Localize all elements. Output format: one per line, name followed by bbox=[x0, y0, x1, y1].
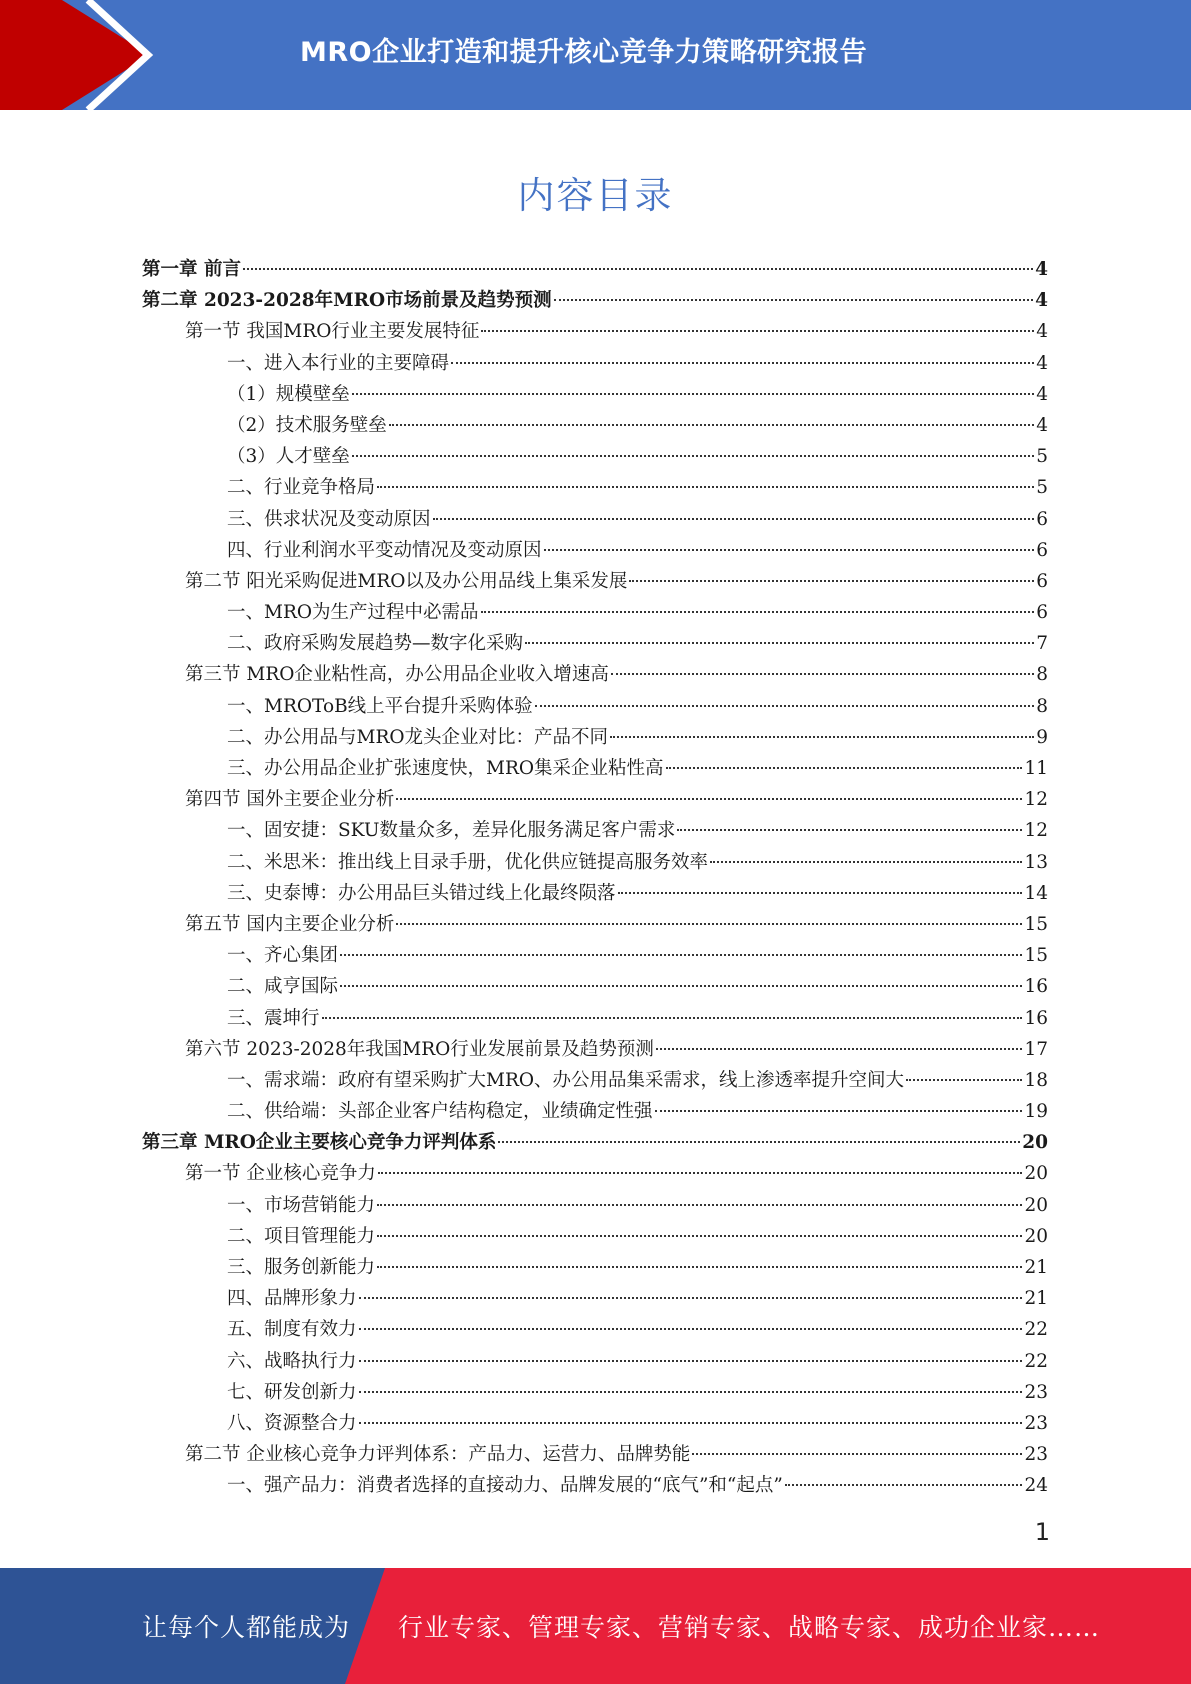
toc-dot-leader bbox=[554, 298, 1034, 301]
toc-entry[interactable] bbox=[142, 597, 1048, 628]
toc-entry-title: 二、咸亨国际 bbox=[227, 976, 339, 998]
toc-dot-leader bbox=[359, 1359, 1023, 1362]
toc-dot-leader bbox=[396, 797, 1022, 800]
toc-dot-leader bbox=[710, 860, 1022, 863]
toc-entry[interactable] bbox=[142, 1190, 1048, 1221]
toc-entry-page-number: 18 bbox=[1024, 1069, 1048, 1091]
toc-dot-leader bbox=[377, 1265, 1022, 1268]
toc-entry-page-number: 16 bbox=[1024, 1007, 1048, 1029]
toc-entry[interactable] bbox=[142, 971, 1048, 1002]
toc-entry-title: 三、办公用品企业扩张速度快，MRO集采企业粘性高 bbox=[227, 758, 664, 779]
toc-entry-title: 三、服务创新能力 bbox=[227, 1257, 376, 1278]
toc-entry-page-number: 15 bbox=[1024, 945, 1048, 967]
header-red-chevron bbox=[0, 0, 150, 110]
toc-entry-title: 三、震坤行 bbox=[227, 1007, 320, 1029]
toc-entry-page-number: 22 bbox=[1024, 1350, 1048, 1372]
toc-dot-leader bbox=[785, 1483, 1023, 1486]
toc-entry-page-number: 20 bbox=[1022, 1132, 1048, 1154]
toc-dot-leader bbox=[677, 828, 1022, 831]
report-title: MRO企业打造和提升核心竞争力策略研究报告 bbox=[300, 37, 868, 68]
toc-entry[interactable] bbox=[142, 410, 1048, 441]
toc-entry[interactable] bbox=[142, 691, 1048, 722]
toc-entry-title: 二、行业竞争格局 bbox=[227, 477, 376, 499]
toc-entry-page-number: 21 bbox=[1024, 1288, 1048, 1310]
toc-dot-leader bbox=[629, 579, 1034, 582]
toc-dot-leader bbox=[377, 485, 1034, 488]
toc-entry-title: 二、项目管理能力 bbox=[227, 1225, 376, 1247]
toc-entry-page-number: 6 bbox=[1036, 602, 1048, 624]
toc-heading: 内容目录 bbox=[517, 174, 674, 217]
toc-entry-title: 二、米思米：推出线上目录手册，优化供应链提高服务效率 bbox=[227, 851, 709, 873]
table-of-contents bbox=[142, 254, 1048, 1502]
toc-dot-leader bbox=[525, 641, 1034, 644]
toc-entry-page-number: 16 bbox=[1024, 976, 1048, 998]
toc-entry[interactable] bbox=[142, 753, 1048, 784]
toc-entry[interactable] bbox=[142, 1470, 1048, 1501]
toc-entry-title: 第三章 MRO企业主要核心竞争力评判体系 bbox=[142, 1132, 497, 1154]
toc-entry-page-number: 7 bbox=[1036, 633, 1048, 655]
toc-entry-page-number: 11 bbox=[1024, 758, 1048, 779]
toc-entry[interactable] bbox=[142, 504, 1048, 535]
toc-entry[interactable] bbox=[142, 1158, 1048, 1189]
footer-slogan-left: 让每个人都能成为 bbox=[142, 1613, 351, 1642]
toc-dot-leader bbox=[451, 361, 1034, 364]
toc-entry-title: 三、史泰博：办公用品巨头错过线上化最终陨落 bbox=[227, 882, 616, 904]
toc-dot-leader bbox=[352, 392, 1034, 395]
toc-entry-page-number: 13 bbox=[1024, 851, 1048, 873]
toc-entry-title: 一、固安捷：SKU数量众多，差异化服务满足客户需求 bbox=[227, 820, 676, 842]
toc-entry-page-number: 20 bbox=[1024, 1163, 1048, 1185]
toc-entry-title: 一、需求端：政府有望采购扩大MRO、办公用品集采需求，线上渗透率提升空间大 bbox=[227, 1069, 905, 1091]
toc-dot-leader bbox=[692, 1452, 1022, 1455]
toc-dot-leader bbox=[377, 1203, 1022, 1206]
toc-dot-leader bbox=[433, 517, 1035, 520]
toc-dot-leader bbox=[906, 1078, 1022, 1081]
toc-entry-page-number: 5 bbox=[1036, 477, 1048, 499]
toc-entry-page-number: 22 bbox=[1024, 1319, 1048, 1341]
toc-entry-page-number: 14 bbox=[1024, 882, 1048, 904]
toc-entry-page-number: 24 bbox=[1024, 1475, 1048, 1497]
toc-entry[interactable] bbox=[142, 1221, 1048, 1252]
toc-entry-title: 第六节 2023-2028年我国MRO行业发展前景及趋势预测 bbox=[185, 1038, 654, 1060]
page-number: 1 bbox=[1034, 1518, 1050, 1546]
toc-entry-page-number: 5 bbox=[1036, 446, 1048, 468]
toc-entry-title: （1）规模壁垒 bbox=[227, 383, 350, 405]
toc-entry-title: 第一节 企业核心竞争力 bbox=[185, 1163, 376, 1185]
toc-entry-title: 第五节 国内主要企业分析 bbox=[185, 913, 395, 935]
toc-entry[interactable] bbox=[142, 1377, 1048, 1408]
toc-dot-leader bbox=[655, 1109, 1023, 1112]
toc-entry[interactable] bbox=[142, 566, 1048, 597]
toc-entry-title: 第二章 2023-2028年MRO市场前景及趋势预测 bbox=[142, 290, 552, 312]
toc-dot-leader bbox=[359, 1296, 1023, 1299]
toc-entry-page-number: 12 bbox=[1024, 820, 1048, 842]
toc-entry[interactable] bbox=[142, 878, 1048, 909]
toc-entry[interactable] bbox=[142, 628, 1048, 659]
toc-entry[interactable] bbox=[142, 1439, 1048, 1470]
toc-entry-page-number: 21 bbox=[1024, 1257, 1048, 1278]
toc-entry-title: 一、市场营销能力 bbox=[227, 1194, 376, 1216]
toc-entry[interactable] bbox=[142, 1034, 1048, 1065]
toc-entry-page-number: 6 bbox=[1036, 570, 1048, 592]
toc-entry[interactable] bbox=[142, 254, 1048, 285]
toc-entry-title: 第四节 国外主要企业分析 bbox=[185, 789, 395, 811]
toc-entry-page-number: 23 bbox=[1024, 1381, 1048, 1403]
toc-dot-leader bbox=[389, 423, 1034, 426]
toc-entry[interactable] bbox=[142, 1096, 1048, 1127]
toc-entry-title: 四、品牌形象力 bbox=[227, 1288, 357, 1310]
toc-dot-leader bbox=[498, 1140, 1020, 1143]
toc-entry-title: 第一章 前言 bbox=[142, 259, 241, 280]
toc-entry-title: 一、强产品力：消费者选择的直接动力、品牌发展的“底气”和“起点” bbox=[227, 1475, 783, 1497]
toc-entry[interactable] bbox=[142, 441, 1048, 472]
toc-entry-title: 五、制度有效力 bbox=[227, 1319, 357, 1341]
toc-entry[interactable] bbox=[142, 316, 1048, 347]
toc-entry-title: （2）技术服务壁垒 bbox=[227, 414, 387, 436]
toc-dot-leader bbox=[359, 1390, 1023, 1393]
page-header bbox=[0, 0, 1191, 110]
footer-slogan-right: 行业专家、管理专家、营销专家、战略专家、成功企业家…… bbox=[398, 1613, 1101, 1642]
toc-entry-title: 二、政府采购发展趋势—数字化采购 bbox=[227, 633, 524, 655]
toc-entry-title: 第一节 我国MRO行业主要发展特征 bbox=[185, 321, 480, 343]
toc-entry-title: 一、MRO为生产过程中必需品 bbox=[227, 602, 479, 624]
toc-entry[interactable] bbox=[142, 847, 1048, 878]
toc-entry-page-number: 12 bbox=[1024, 789, 1048, 811]
toc-entry[interactable] bbox=[142, 348, 1048, 379]
toc-dot-leader bbox=[243, 267, 1033, 270]
toc-entry-page-number: 8 bbox=[1036, 664, 1048, 686]
toc-entry[interactable] bbox=[142, 472, 1048, 503]
toc-entry[interactable] bbox=[142, 784, 1048, 815]
toc-entry-page-number: 4 bbox=[1036, 383, 1048, 405]
toc-dot-leader bbox=[378, 1171, 1023, 1174]
toc-dot-leader bbox=[340, 953, 1022, 956]
toc-dot-leader bbox=[359, 1327, 1023, 1330]
toc-dot-leader bbox=[618, 891, 1023, 894]
toc-entry-page-number: 6 bbox=[1036, 539, 1048, 561]
toc-entry-title: 一、进入本行业的主要障碍 bbox=[227, 352, 450, 374]
toc-dot-leader bbox=[359, 1421, 1023, 1424]
toc-entry-page-number: 9 bbox=[1036, 726, 1048, 748]
toc-entry-title: 第三节 MRO企业粘性高，办公用品企业收入增速高 bbox=[185, 664, 609, 686]
toc-entry[interactable] bbox=[142, 659, 1048, 690]
toc-entry[interactable] bbox=[142, 1065, 1048, 1096]
toc-dot-leader bbox=[611, 672, 1034, 675]
toc-entry-title: （3）人才壁垒 bbox=[227, 446, 350, 468]
toc-dot-leader bbox=[322, 1016, 1023, 1019]
toc-entry[interactable] bbox=[142, 722, 1048, 753]
toc-entry-page-number: 15 bbox=[1024, 913, 1048, 935]
toc-entry[interactable] bbox=[142, 815, 1048, 846]
toc-entry-page-number: 19 bbox=[1024, 1101, 1048, 1123]
toc-entry[interactable] bbox=[142, 1346, 1048, 1377]
toc-entry-page-number: 4 bbox=[1036, 321, 1048, 343]
toc-dot-leader bbox=[352, 454, 1034, 457]
toc-entry-page-number: 20 bbox=[1024, 1225, 1048, 1247]
toc-entry[interactable] bbox=[142, 1314, 1048, 1345]
toc-entry-page-number: 23 bbox=[1024, 1444, 1048, 1466]
toc-entry[interactable] bbox=[142, 909, 1048, 940]
toc-dot-leader bbox=[377, 1234, 1022, 1237]
toc-dot-leader bbox=[610, 735, 1034, 738]
toc-entry-title: 第二节 阳光采购促进MRO以及办公用品线上集采发展 bbox=[185, 570, 628, 592]
toc-entry[interactable] bbox=[142, 1408, 1048, 1439]
toc-entry-page-number: 4 bbox=[1036, 352, 1048, 374]
toc-entry[interactable] bbox=[142, 285, 1048, 316]
toc-entry-title: 四、行业利润水平变动情况及变动原因 bbox=[227, 539, 542, 561]
toc-dot-leader bbox=[481, 329, 1034, 332]
toc-entry-title: 二、办公用品与MRO龙头企业对比：产品不同 bbox=[227, 726, 609, 748]
toc-entry-page-number: 6 bbox=[1036, 508, 1048, 530]
toc-entry[interactable] bbox=[142, 1003, 1048, 1034]
toc-dot-leader bbox=[481, 610, 1035, 613]
toc-dot-leader bbox=[656, 1047, 1023, 1050]
toc-entry[interactable] bbox=[142, 1127, 1048, 1158]
toc-entry-title: 三、供求状况及变动原因 bbox=[227, 508, 431, 530]
toc-entry-title: 第二节 企业核心竞争力评判体系：产品力、运营力、品牌势能 bbox=[185, 1444, 691, 1466]
toc-entry[interactable] bbox=[142, 1252, 1048, 1283]
toc-entry-page-number: 20 bbox=[1024, 1194, 1048, 1216]
toc-dot-leader bbox=[666, 766, 1023, 769]
toc-entry-title: 一、齐心集团 bbox=[227, 945, 339, 967]
toc-entry-title: 七、研发创新力 bbox=[227, 1381, 357, 1403]
toc-dot-leader bbox=[535, 704, 1035, 707]
toc-entry-page-number: 8 bbox=[1036, 695, 1048, 717]
toc-entry-page-number: 23 bbox=[1024, 1412, 1048, 1434]
toc-entry-page-number: 4 bbox=[1035, 259, 1048, 280]
toc-entry-title: 六、战略执行力 bbox=[227, 1350, 357, 1372]
toc-entry[interactable] bbox=[142, 379, 1048, 410]
toc-entry-page-number: 4 bbox=[1035, 290, 1048, 312]
toc-entry-title: 二、供给端：头部企业客户结构稳定，业绩确定性强 bbox=[227, 1101, 653, 1123]
toc-entry[interactable] bbox=[142, 940, 1048, 971]
toc-entry-page-number: 17 bbox=[1024, 1038, 1048, 1060]
toc-entry-page-number: 4 bbox=[1036, 414, 1048, 436]
toc-dot-leader bbox=[396, 922, 1022, 925]
toc-entry[interactable] bbox=[142, 535, 1048, 566]
toc-entry-title: 一、MROToB线上平台提升采购体验 bbox=[227, 695, 533, 717]
toc-entry-title: 八、资源整合力 bbox=[227, 1412, 357, 1434]
page-footer bbox=[0, 1568, 1191, 1684]
toc-dot-leader bbox=[544, 548, 1035, 551]
toc-dot-leader bbox=[340, 984, 1022, 987]
toc-entry[interactable] bbox=[142, 1283, 1048, 1314]
